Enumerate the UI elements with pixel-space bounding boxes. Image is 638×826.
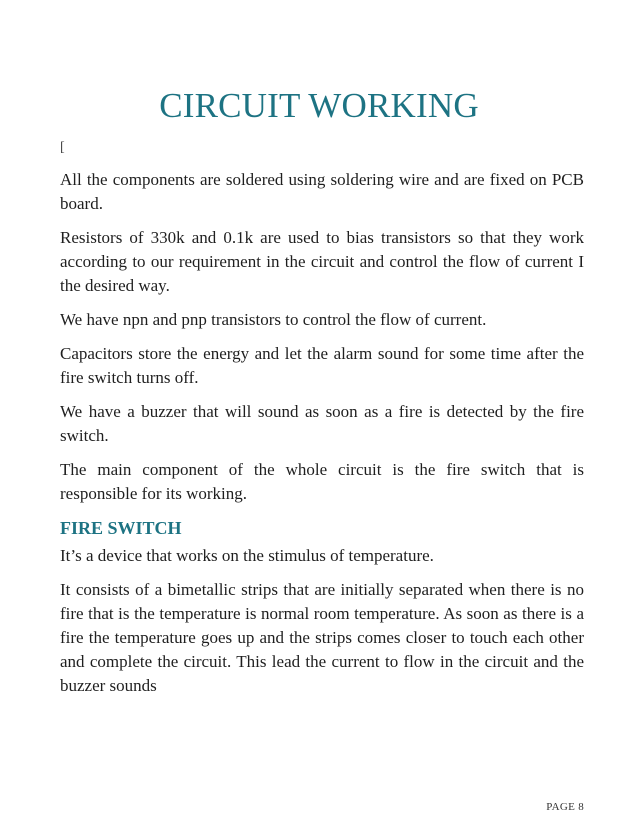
paragraph: We have npn and pnp transistors to control the flow of current. [60, 310, 487, 329]
section-paragraph: It’s a device that works on the stimulus of temperature. [60, 546, 434, 565]
paragraph: Resistors of 330k and 0.1k are used to bias transistors so that they work according to our requirement in the circuit and control the flow of current I the desired way. [60, 228, 584, 295]
paragraph: Capacitors store the energy and let the alarm sound for some time after the fire switch turns off. [60, 344, 584, 387]
page-number: PAGE 8 [546, 801, 584, 813]
document-body [60, 168, 584, 708]
paragraph: We have a buzzer that will sound as soon as a fire is detected by the fire switch. [60, 402, 584, 445]
bracket-mark: [ [60, 140, 65, 155]
paragraph: All the components are soldered using soldering wire and are fixed on PCB board. [60, 170, 584, 213]
paragraph: The main component of the whole circuit is the fire switch that is responsible for its working. [60, 460, 584, 503]
section-paragraph: It consists of a bimetallic strips that are initially separated when there is no fire that is the temperature is normal room temperature. As soon as there is a fire the temperature goes up and the strips comes closer to touch each other and complete the circuit. This lead the current to flow in the circuit and the buzzer sounds [60, 580, 584, 695]
section-heading: FIRE SWITCH [60, 518, 182, 538]
page-title: CIRCUIT WORKING [159, 86, 479, 125]
